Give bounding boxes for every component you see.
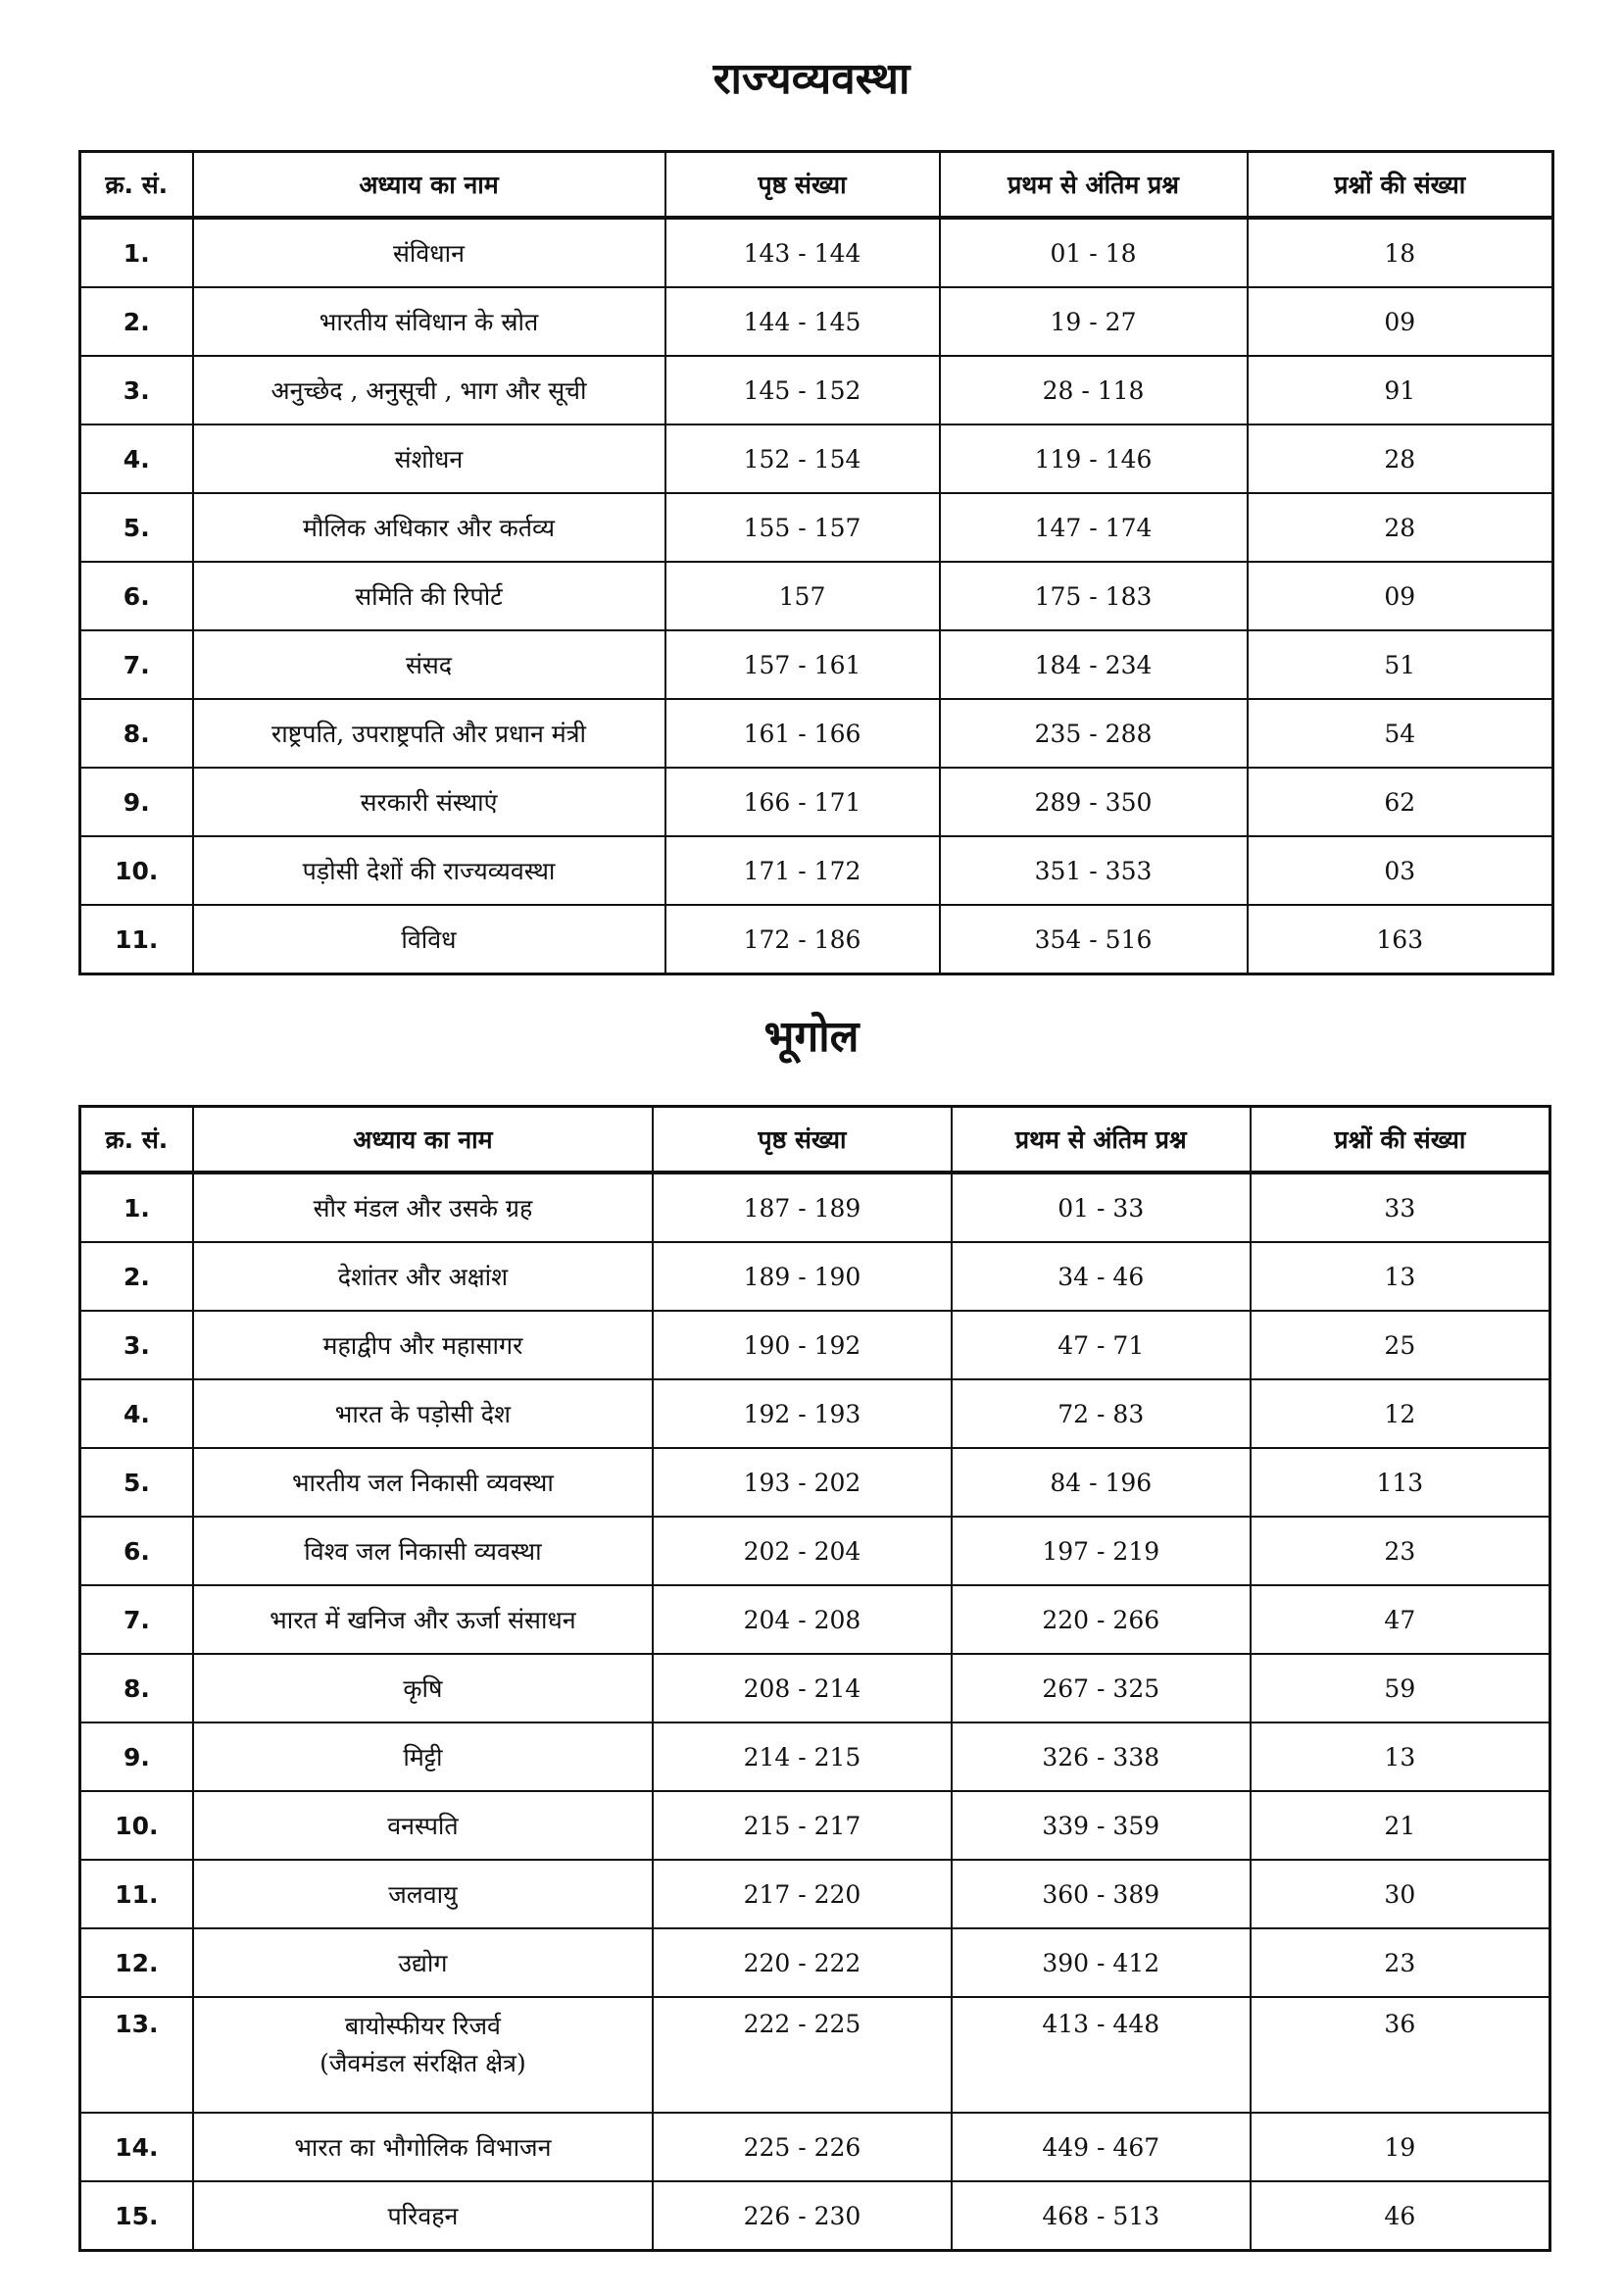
table-row [80,905,1553,974]
page-range: 187 - 189 [653,1173,952,1242]
table-row [80,1997,1550,2113]
page-range: 189 - 190 [653,1242,952,1311]
question-range: 413 - 448 [952,1997,1251,2113]
chapter-name: संविधान [193,218,665,287]
serial-number: 1. [80,1173,193,1242]
question-range: 19 - 27 [940,287,1248,356]
question-range: 01 - 33 [952,1173,1251,1242]
chapter-name: सौर मंडल और उसके ग्रह [193,1173,653,1242]
chapter-name: संशोधन [193,424,665,493]
serial-number: 5. [80,493,193,562]
page-range: 226 - 230 [653,2181,952,2251]
chapter-name-line2: (जैवमंडल संरक्षित क्षेत्र) [320,2049,526,2077]
header-serial-number: क्र. सं. [80,1107,193,1173]
chapter-name: विश्व जल निकासी व्यवस्था [193,1517,653,1585]
chapter-name: भारत के पड़ोसी देश [193,1379,653,1448]
page-range: 155 - 157 [665,493,940,562]
serial-number: 6. [80,1517,193,1585]
question-range: 354 - 516 [940,905,1248,974]
table-row [80,1448,1550,1517]
question-count: 62 [1248,768,1553,836]
polity-chapter-table [78,150,1554,975]
chapter-name: विविध [193,905,665,974]
serial-number: 5. [80,1448,193,1517]
question-range: 449 - 467 [952,2113,1251,2181]
question-count: 47 [1251,1585,1550,1654]
chapter-name: देशांतर और अक्षांश [193,1242,653,1311]
question-count: 23 [1251,1928,1550,1997]
table-row [80,2113,1550,2181]
table-row [80,356,1553,424]
question-count: 33 [1251,1173,1550,1242]
page-range: 225 - 226 [653,2113,952,2181]
question-count: 54 [1248,699,1553,768]
question-count: 19 [1251,2113,1550,2181]
question-range: 220 - 266 [952,1585,1251,1654]
question-count: 13 [1251,1722,1550,1791]
chapter-name: वनस्पति [193,1791,653,1860]
question-count: 59 [1251,1654,1550,1722]
table-row [80,1654,1550,1722]
table-row [80,1173,1550,1242]
table-header-row [80,1107,1550,1173]
geography-chapter-table [78,1105,1551,2252]
header-serial-number: क्र. सं. [80,152,193,219]
chapter-name-line1: बायोस्फीयर रिजर्व [344,2012,501,2040]
serial-number: 11. [80,905,193,974]
question-range: 289 - 350 [940,768,1248,836]
page-range: 192 - 193 [653,1379,952,1448]
question-range: 47 - 71 [952,1311,1251,1379]
serial-number: 6. [80,562,193,630]
header-question-count: प्रश्नों की संख्या [1251,1107,1550,1173]
table-row [80,562,1553,630]
table-row [80,699,1553,768]
chapter-name: सरकारी संस्थाएं [193,768,665,836]
serial-number: 2. [80,287,193,356]
question-range: 184 - 234 [940,630,1248,699]
table-row [80,218,1553,287]
question-count: 91 [1248,356,1553,424]
question-range: 72 - 83 [952,1379,1251,1448]
table-row [80,1585,1550,1654]
question-count: 113 [1251,1448,1550,1517]
question-range: 235 - 288 [940,699,1248,768]
serial-number: 10. [80,836,193,905]
chapter-name: समिति की रिपोर्ट [193,562,665,630]
header-page-number: पृष्ठ संख्या [653,1107,952,1173]
serial-number: 7. [80,630,193,699]
page-range: 144 - 145 [665,287,940,356]
table-row [80,836,1553,905]
question-count: 12 [1251,1379,1550,1448]
question-count: 51 [1248,630,1553,699]
chapter-name: राष्ट्रपति, उपराष्ट्रपति और प्रधान मंत्री [193,699,665,768]
question-range: 326 - 338 [952,1722,1251,1791]
question-count: 03 [1248,836,1553,905]
table-row [80,630,1553,699]
question-range: 84 - 196 [952,1448,1251,1517]
question-count: 30 [1251,1860,1550,1928]
page-range: 222 - 225 [653,1997,952,2113]
table-row [80,1791,1550,1860]
question-range: 339 - 359 [952,1791,1251,1860]
chapter-name: पड़ोसी देशों की राज्यव्यवस्था [193,836,665,905]
page-range: 214 - 215 [653,1722,952,1791]
question-count: 46 [1251,2181,1550,2251]
header-chapter-name: अध्याय का नाम [193,152,665,219]
page-range: 157 [665,562,940,630]
page-range: 215 - 217 [653,1791,952,1860]
table-row [80,1379,1550,1448]
serial-number: 9. [80,768,193,836]
table-row [80,1722,1550,1791]
serial-number: 15. [80,2181,193,2251]
question-range: 351 - 353 [940,836,1248,905]
table-row [80,424,1553,493]
question-range: 01 - 18 [940,218,1248,287]
question-count: 13 [1251,1242,1550,1311]
table-row [80,1928,1550,1997]
page-range: 172 - 186 [665,905,940,974]
serial-number: 8. [80,699,193,768]
header-chapter-name: अध्याय का नाम [193,1107,653,1173]
page-range: 143 - 144 [665,218,940,287]
question-count: 36 [1251,1997,1550,2113]
serial-number: 10. [80,1791,193,1860]
question-count: 28 [1248,493,1553,562]
page-range: 208 - 214 [653,1654,952,1722]
table-row [80,1860,1550,1928]
table-row [80,768,1553,836]
chapter-name: मिट्टी [193,1722,653,1791]
serial-number: 9. [80,1722,193,1791]
question-range: 28 - 118 [940,356,1248,424]
serial-number: 11. [80,1860,193,1928]
serial-number: 8. [80,1654,193,1722]
page-range: 157 - 161 [665,630,940,699]
page-range: 145 - 152 [665,356,940,424]
page-range: 166 - 171 [665,768,940,836]
chapter-name: भारत में खनिज और ऊर्जा संसाधन [193,1585,653,1654]
table-header-row [80,152,1553,219]
chapter-name: कृषि [193,1654,653,1722]
page-range: 193 - 202 [653,1448,952,1517]
table-row [80,2181,1550,2251]
question-range: 360 - 389 [952,1860,1251,1928]
question-count: 25 [1251,1311,1550,1379]
serial-number: 1. [80,218,193,287]
question-count: 28 [1248,424,1553,493]
table-row [80,1242,1550,1311]
question-range: 147 - 174 [940,493,1248,562]
serial-number: 14. [80,2113,193,2181]
question-count: 23 [1251,1517,1550,1585]
serial-number: 13. [80,1997,193,2113]
page-range: 190 - 192 [653,1311,952,1379]
question-range: 197 - 219 [952,1517,1251,1585]
page-range: 220 - 222 [653,1928,952,1997]
chapter-name: महाद्वीप और महासागर [193,1311,653,1379]
question-count: 09 [1248,562,1553,630]
serial-number: 2. [80,1242,193,1311]
question-count: 21 [1251,1791,1550,1860]
table-row [80,1311,1550,1379]
geography-section-title: भूगोल [763,1012,860,1062]
question-range: 267 - 325 [952,1654,1251,1722]
question-range: 468 - 513 [952,2181,1251,2251]
page-range: 171 - 172 [665,836,940,905]
question-count: 09 [1248,287,1553,356]
serial-number: 12. [80,1928,193,1997]
question-range: 119 - 146 [940,424,1248,493]
chapter-name [193,1997,653,2113]
table-row [80,493,1553,562]
page-range: 204 - 208 [653,1585,952,1654]
header-question-count: प्रश्नों की संख्या [1248,152,1553,219]
table-row [80,287,1553,356]
chapter-name: भारतीय संविधान के स्रोत [193,287,665,356]
serial-number: 7. [80,1585,193,1654]
chapter-name: भारतीय जल निकासी व्यवस्था [193,1448,653,1517]
question-range: 390 - 412 [952,1928,1251,1997]
header-question-range: प्रथम से अंतिम प्रश्न [952,1107,1251,1173]
page-range: 161 - 166 [665,699,940,768]
chapter-name: जलवायु [193,1860,653,1928]
chapter-name: भारत का भौगोलिक विभाजन [193,2113,653,2181]
page-range: 217 - 220 [653,1860,952,1928]
polity-section-title: राज्यव्यवस्था [713,54,910,104]
chapter-name: संसद [193,630,665,699]
table-row [80,1517,1550,1585]
chapter-name: परिवहन [193,2181,653,2251]
chapter-name: उद्योग [193,1928,653,1997]
chapter-name: मौलिक अधिकार और कर्तव्य [193,493,665,562]
serial-number: 4. [80,1379,193,1448]
question-range: 175 - 183 [940,562,1248,630]
page-range: 202 - 204 [653,1517,952,1585]
header-question-range: प्रथम से अंतिम प्रश्न [940,152,1248,219]
question-count: 163 [1248,905,1553,974]
chapter-name: अनुच्छेद , अनुसूची , भाग और सूची [193,356,665,424]
serial-number: 3. [80,1311,193,1379]
serial-number: 4. [80,424,193,493]
question-range: 34 - 46 [952,1242,1251,1311]
header-page-number: पृष्ठ संख्या [665,152,940,219]
page-range: 152 - 154 [665,424,940,493]
serial-number: 3. [80,356,193,424]
question-count: 18 [1248,218,1553,287]
